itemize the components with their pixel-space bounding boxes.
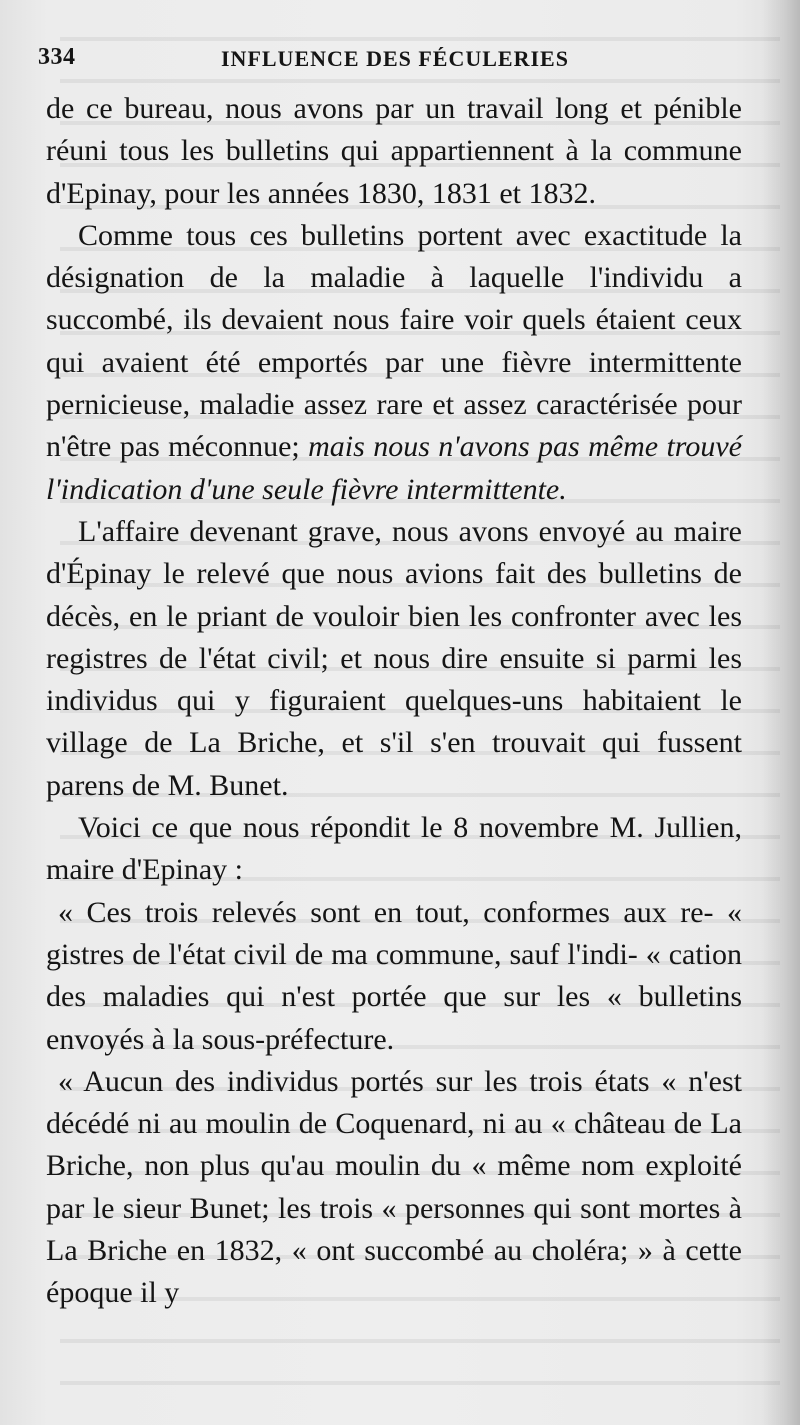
paragraph-voici: Voici ce que nous répondit le 8 novembre M. Jullien, maire d'Epinay : <box>46 811 742 887</box>
gutter-shadow <box>762 0 800 1425</box>
body-text <box>46 88 742 1315</box>
paragraph-bulletins-text: Comme tous ces bulletins portent avec exactitude la désignation de la maladie à laquelle l'individu a succombé, ils devaient nous faire voir quels étaient ceux qui avaient été emportés par une fièvre intermittente pernicieuse, maladie assez rare et assez caractérisée pour n'être pas méconnue; <box>46 218 742 464</box>
page-number: 334 <box>38 44 76 70</box>
paragraph-affaire: L'affaire devenant grave, nous avons envoyé au maire d'Épinay le relevé que nous avions fait des bulletins de décès, en le priant de vouloir bien les confronter avec les registres de l'état civil; et nous dire ensuite si parmi les individus qui y figuraient quelques-uns habitaient le village de La Briche, et s'il s'en trouvait qui fussent parens de M. Bunet. <box>46 514 742 802</box>
paragraph-bulletins <box>46 215 742 511</box>
paragraph-continued: de ce bureau, nous avons par un travail long et pénible réuni tous les bulletins qui appartiennent à la commune d'Epinay, pour les années 1830, 1831 et 1832. <box>46 92 742 210</box>
running-title: INFLUENCE DES FÉCULERIES <box>221 46 569 71</box>
quote-paragraph-aucun: « Aucun des individus portés sur les trois états « n'est décédé ni au moulin de Coquenard, ni au « château de La Briche, non plus qu'au moulin du « même nom exploité par le sieur Bunet; les trois « personnes qui sont mortes à La Briche en 1832, « ont succombé au choléra; » à cette époque il y <box>46 1064 742 1310</box>
paragraph-bulletins-italic: mais nous n'avons pas même trouvé l'indication d'une seule fièvre intermittente. <box>46 430 743 506</box>
quote-paragraph-releves: « Ces trois relevés sont en tout, conformes aux re- « gistres de l'état civil de ma commune, sauf l'indi- « cation des maladies qui n'est portée que sur les « bulletins envoyés à la sous-préfecture. <box>46 895 742 1056</box>
page-header <box>38 40 778 80</box>
